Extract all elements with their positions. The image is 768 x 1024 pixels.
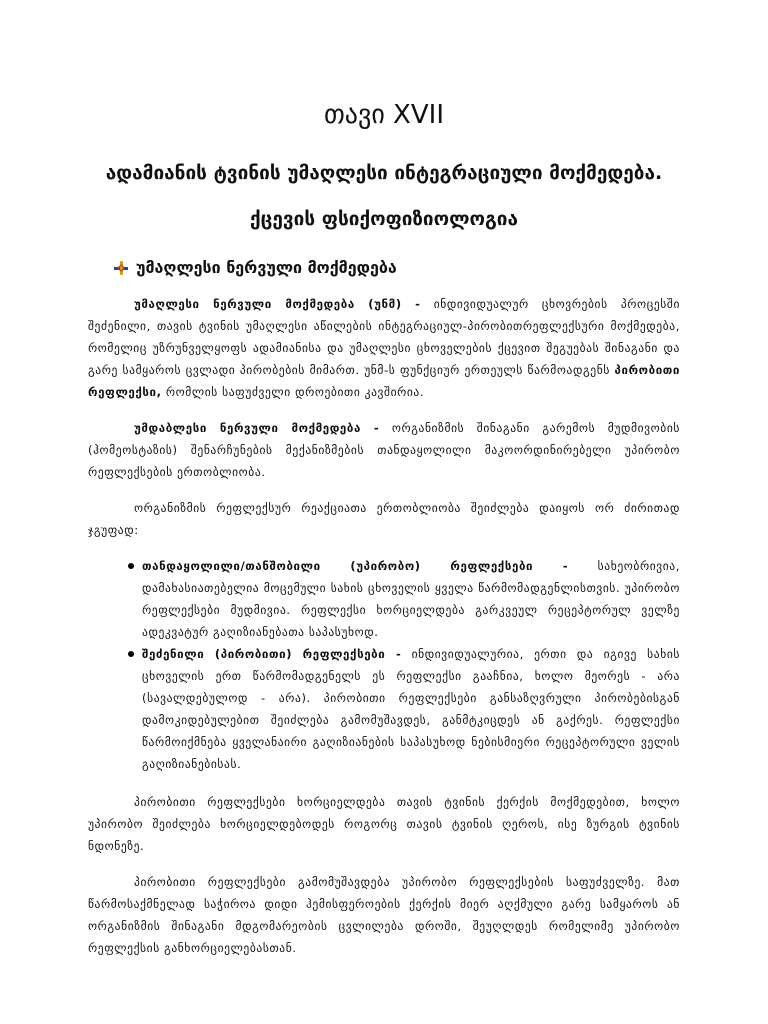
paragraph-groups-intro: ორგანიზმის რეფლექსურ რეაქციათა ერთობლიობა შეიძლება დაიყოს ორ ძირითად ჯგუფად: bbox=[88, 501, 680, 537]
section-heading-text: უმაღლესი ნერვული მოქმედება bbox=[136, 258, 397, 277]
paragraph-definition-lower bbox=[88, 417, 680, 483]
definition-text-b: რომლის საფუძველი დროებითი კავშირია. bbox=[161, 385, 425, 399]
list-item-text: ინდივიდუალურია, ერთი და იგივე სახის ცხოველის ერთ წარმომადგენელს ეს რეფლექსი გააჩნია, ხოლო მეორეს - არა (სავალდებულოდ - არა). პირობითი რეფლექსები განსაზღვრული პირობებისგან დამოკიდებულებით შეიძლება გამომუშავდეს, განმტკიცდეს ან გაქრეს. რეფლექსი წარმოიქმნება ყველანაირი გაღიზიანების საპასუხოდ ნებისმიერი რეცეპტორული ველის გაღიზიანებისას. bbox=[142, 647, 681, 771]
definition-text: ორგანიზმის შინაგანი გარემოს მუდმივობის (ჰომეოსტაზის) შენარჩუნების მექანიზმების თანდაყოლილი მაკოორდინირებელი უპირობო რეფლექსების ერთობლიობა. bbox=[88, 421, 680, 479]
section-heading bbox=[114, 258, 680, 277]
term-lower-nervous-activity: უმდაბლესი ნერვული მოქმედება - bbox=[134, 421, 380, 435]
reflex-types-list bbox=[88, 555, 680, 775]
chapter-title-line-2: ქცევის ფსიქოფიზიოლოგია bbox=[249, 208, 519, 230]
bullet-star-icon bbox=[114, 261, 128, 275]
paragraph-cortex: პირობითი რეფლექსები ხორციელდება თავის ტვინის ქერქის მოქმედებით, ხოლო უპირობო შეიძლება ხორციელდებოდეს როგორც თავის ტვინის ღეროს, ისე ზურგის ტვინის ნდონეზე. bbox=[88, 795, 680, 853]
chapter-title-line-1: ადამიანის ტვინის უმაღლესი ინტეგრაციული მოქმედება. bbox=[105, 162, 663, 184]
list-item bbox=[142, 643, 680, 775]
list-item bbox=[142, 555, 680, 643]
term-conditioned: შეძენილი (პირობითი) რეფლექსები - bbox=[142, 647, 402, 661]
definition-text-a: ინდივიდუალურ ცხოვრების პროცესში შეძენილი, თავის ტვინის უმაღლესი აწილების ინტეგრაციულ-პირობითრეფლექსური მოქმედება, რომელიც უზრუნველყოფს ადამიანისა და უმაღლესი ცხოველების ქცევით შეგუებას შინაგანი და გარე სამყაროს ცვლადი პირობების მიმართ. უნმ-ს ფუნქციურ ერთეულს წარმოადგენს bbox=[88, 297, 681, 377]
list-item-text: სახეობრივია, დამახასიათებელია მოცემული სახის ცხოველის ყველა წარმომადგენლისთვის. უპირობო რეფლექსები მუდმივია. რეფლექსი ხორციელდება გარკვეულ რეცეპტორულ ველზე ადეკვატურ გაღიზიანებათა საპასუხოდ. bbox=[142, 559, 681, 639]
term-unconditioned: თანდაყოლილი/თანშობილი (უპირობო) რეფლექსები - bbox=[142, 559, 569, 573]
term-conditioned-reflex: პირობითი რეფლექსი, bbox=[88, 363, 680, 399]
paragraph-definition-hnm bbox=[88, 293, 680, 403]
term-hnm: უმაღლესი ნერვული მოქმედება (უნმ) - bbox=[134, 297, 421, 311]
chapter-heading: თავი XVII bbox=[323, 100, 444, 130]
paragraph-formation: პირობითი რეფლექსები გამომუშავდება უპირობო რეფლექსების საფუძველზე. მათ წარმოსაქმნელად საჭიროა დიდი ჰემისფეროების ქერქის მიერ აღქმული გარე სამყაროს ან ორგანიზმის შინაგანი მდგომარეობის ცვლილება დროში, შეუღლდეს რომელიმე უპირობო რეფლექსის განხორციელებასთან. bbox=[88, 875, 680, 955]
